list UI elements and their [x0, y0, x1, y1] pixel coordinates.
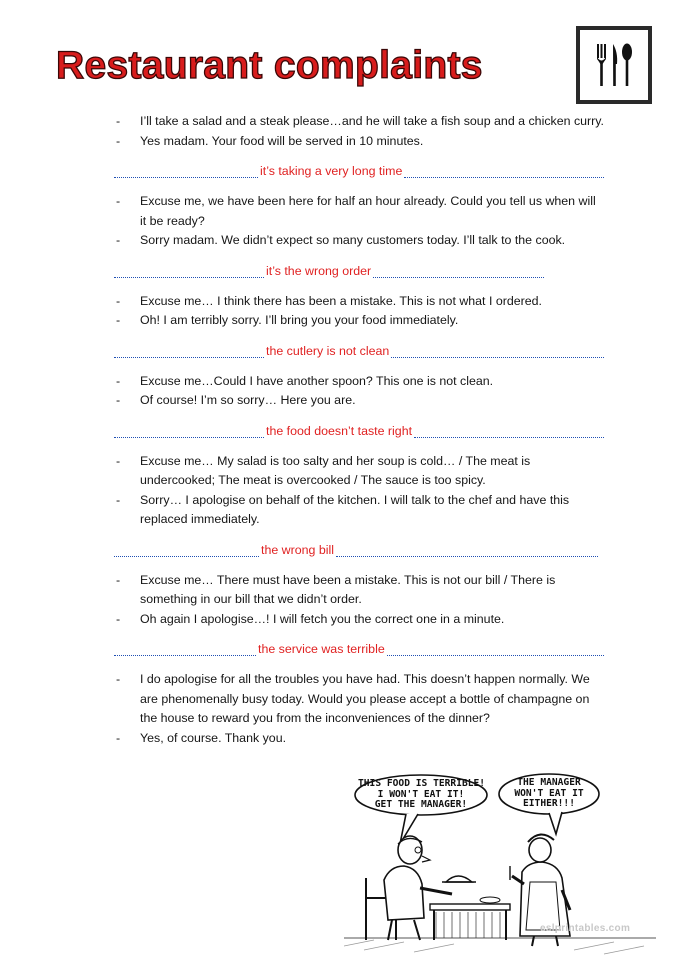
dialogue-line: - Excuse me… My salad is too salty and her soup is cold… / The meat is undercooked; The meat is overcooked / The sauce is too spicy.	[114, 452, 604, 491]
dialogue-1	[114, 192, 604, 251]
dialogue-line: - Excuse me…Could I have another spoon? This one is not clean.	[114, 372, 604, 392]
speech-bubble-customer	[358, 779, 484, 811]
dialogue-6	[114, 670, 604, 748]
dialogue-line: - Sorry… I apologise on behalf of the kitchen. I will talk to the chef and have this replaced immediately.	[114, 491, 604, 530]
dialogue-line: - Oh again I apologise…! I will fetch you the correct one in a minute.	[114, 610, 604, 630]
cue-dots-left	[114, 642, 256, 656]
complaint-cue	[114, 341, 604, 361]
dialogue-line: - Yes madam. Your food will be served in 10 minutes.	[114, 132, 604, 152]
complaint-cue	[114, 261, 604, 281]
cue-dots-right	[414, 424, 604, 438]
dialogue-line: - Yes, of course. Thank you.	[114, 729, 604, 749]
dialogue-0	[114, 112, 604, 151]
cue-dots-right	[387, 642, 604, 656]
complaint-cue	[114, 540, 604, 560]
bubble-line: THE MANAGER	[517, 777, 581, 788]
dialogue-line: - Excuse me… There must have been a mistake. This is not our bill / There is something in our bill that we didn’t order.	[114, 571, 604, 610]
cue-text: the cutlery is not clean	[266, 343, 390, 358]
bubble-line: WON'T EAT IT	[514, 787, 584, 799]
dialogue-line: - Oh! I am terribly sorry. I’ll bring you your food immediately.	[114, 311, 604, 331]
complaint-cue	[114, 161, 604, 181]
restaurant-logo	[576, 26, 652, 104]
bubble-line: GET THE MANAGER!	[374, 799, 468, 810]
worksheet-body	[114, 112, 604, 748]
dialogue-4	[114, 452, 604, 530]
complaint-cue	[114, 639, 604, 659]
cue-dots-left	[114, 424, 264, 438]
cue-text: the food doesn’t taste right	[266, 423, 413, 438]
cue-text: the service was terrible	[258, 642, 385, 656]
cue-dots-right	[404, 164, 604, 178]
cue-dots-left	[114, 264, 264, 278]
cue-dots-left	[114, 164, 258, 178]
dialogue-5	[114, 571, 604, 630]
cue-dots-left	[114, 543, 259, 557]
dialogue-line: - Excuse me, we have been here for half an hour already. Could you tell us when will it be ready?	[114, 192, 604, 231]
cue-dots-left	[114, 344, 264, 358]
bubble-line: THIS FOOD IS TERRIBLE!	[358, 778, 486, 789]
restaurant-cartoon	[344, 770, 656, 958]
speech-bubble-manager	[504, 778, 594, 810]
page-title: Restaurant complaints	[56, 44, 483, 87]
dialogue-3	[114, 372, 604, 411]
cue-text: it’s the wrong order	[266, 263, 372, 278]
bubble-line: EITHER!!!	[523, 798, 575, 809]
cue-dots-right	[336, 543, 598, 557]
cue-dots-right	[391, 344, 604, 358]
dialogue-line: - Excuse me… I think there has been a mistake. This is not what I ordered.	[114, 292, 604, 312]
dialogue-line: - I’ll take a salad and a steak please…and he will take a fish soup and a chicken curry.	[114, 112, 604, 132]
cue-text: the wrong bill	[261, 542, 335, 557]
bubble-line: I WON'T EAT IT!	[377, 788, 465, 800]
dialogue-line: - Sorry madam. We didn’t expect so many customers today. I’ll talk to the cook.	[114, 231, 604, 251]
cutlery-icon	[580, 30, 648, 100]
cue-dots-right	[373, 264, 544, 278]
complaint-cue	[114, 421, 604, 441]
watermark: eslprintables.com	[540, 923, 631, 934]
cue-text: it’s taking a very long time	[260, 164, 403, 178]
dialogue-2	[114, 292, 604, 331]
dialogue-line: - Of course! I’m so sorry… Here you are.	[114, 391, 604, 411]
dialogue-line: - I do apologise for all the troubles you have had. This doesn’t happen normally. We are phenomenally busy today. Would you please accept a bottle of champagne on the house to reward you from the inconveniences of the dinner?	[114, 670, 604, 729]
